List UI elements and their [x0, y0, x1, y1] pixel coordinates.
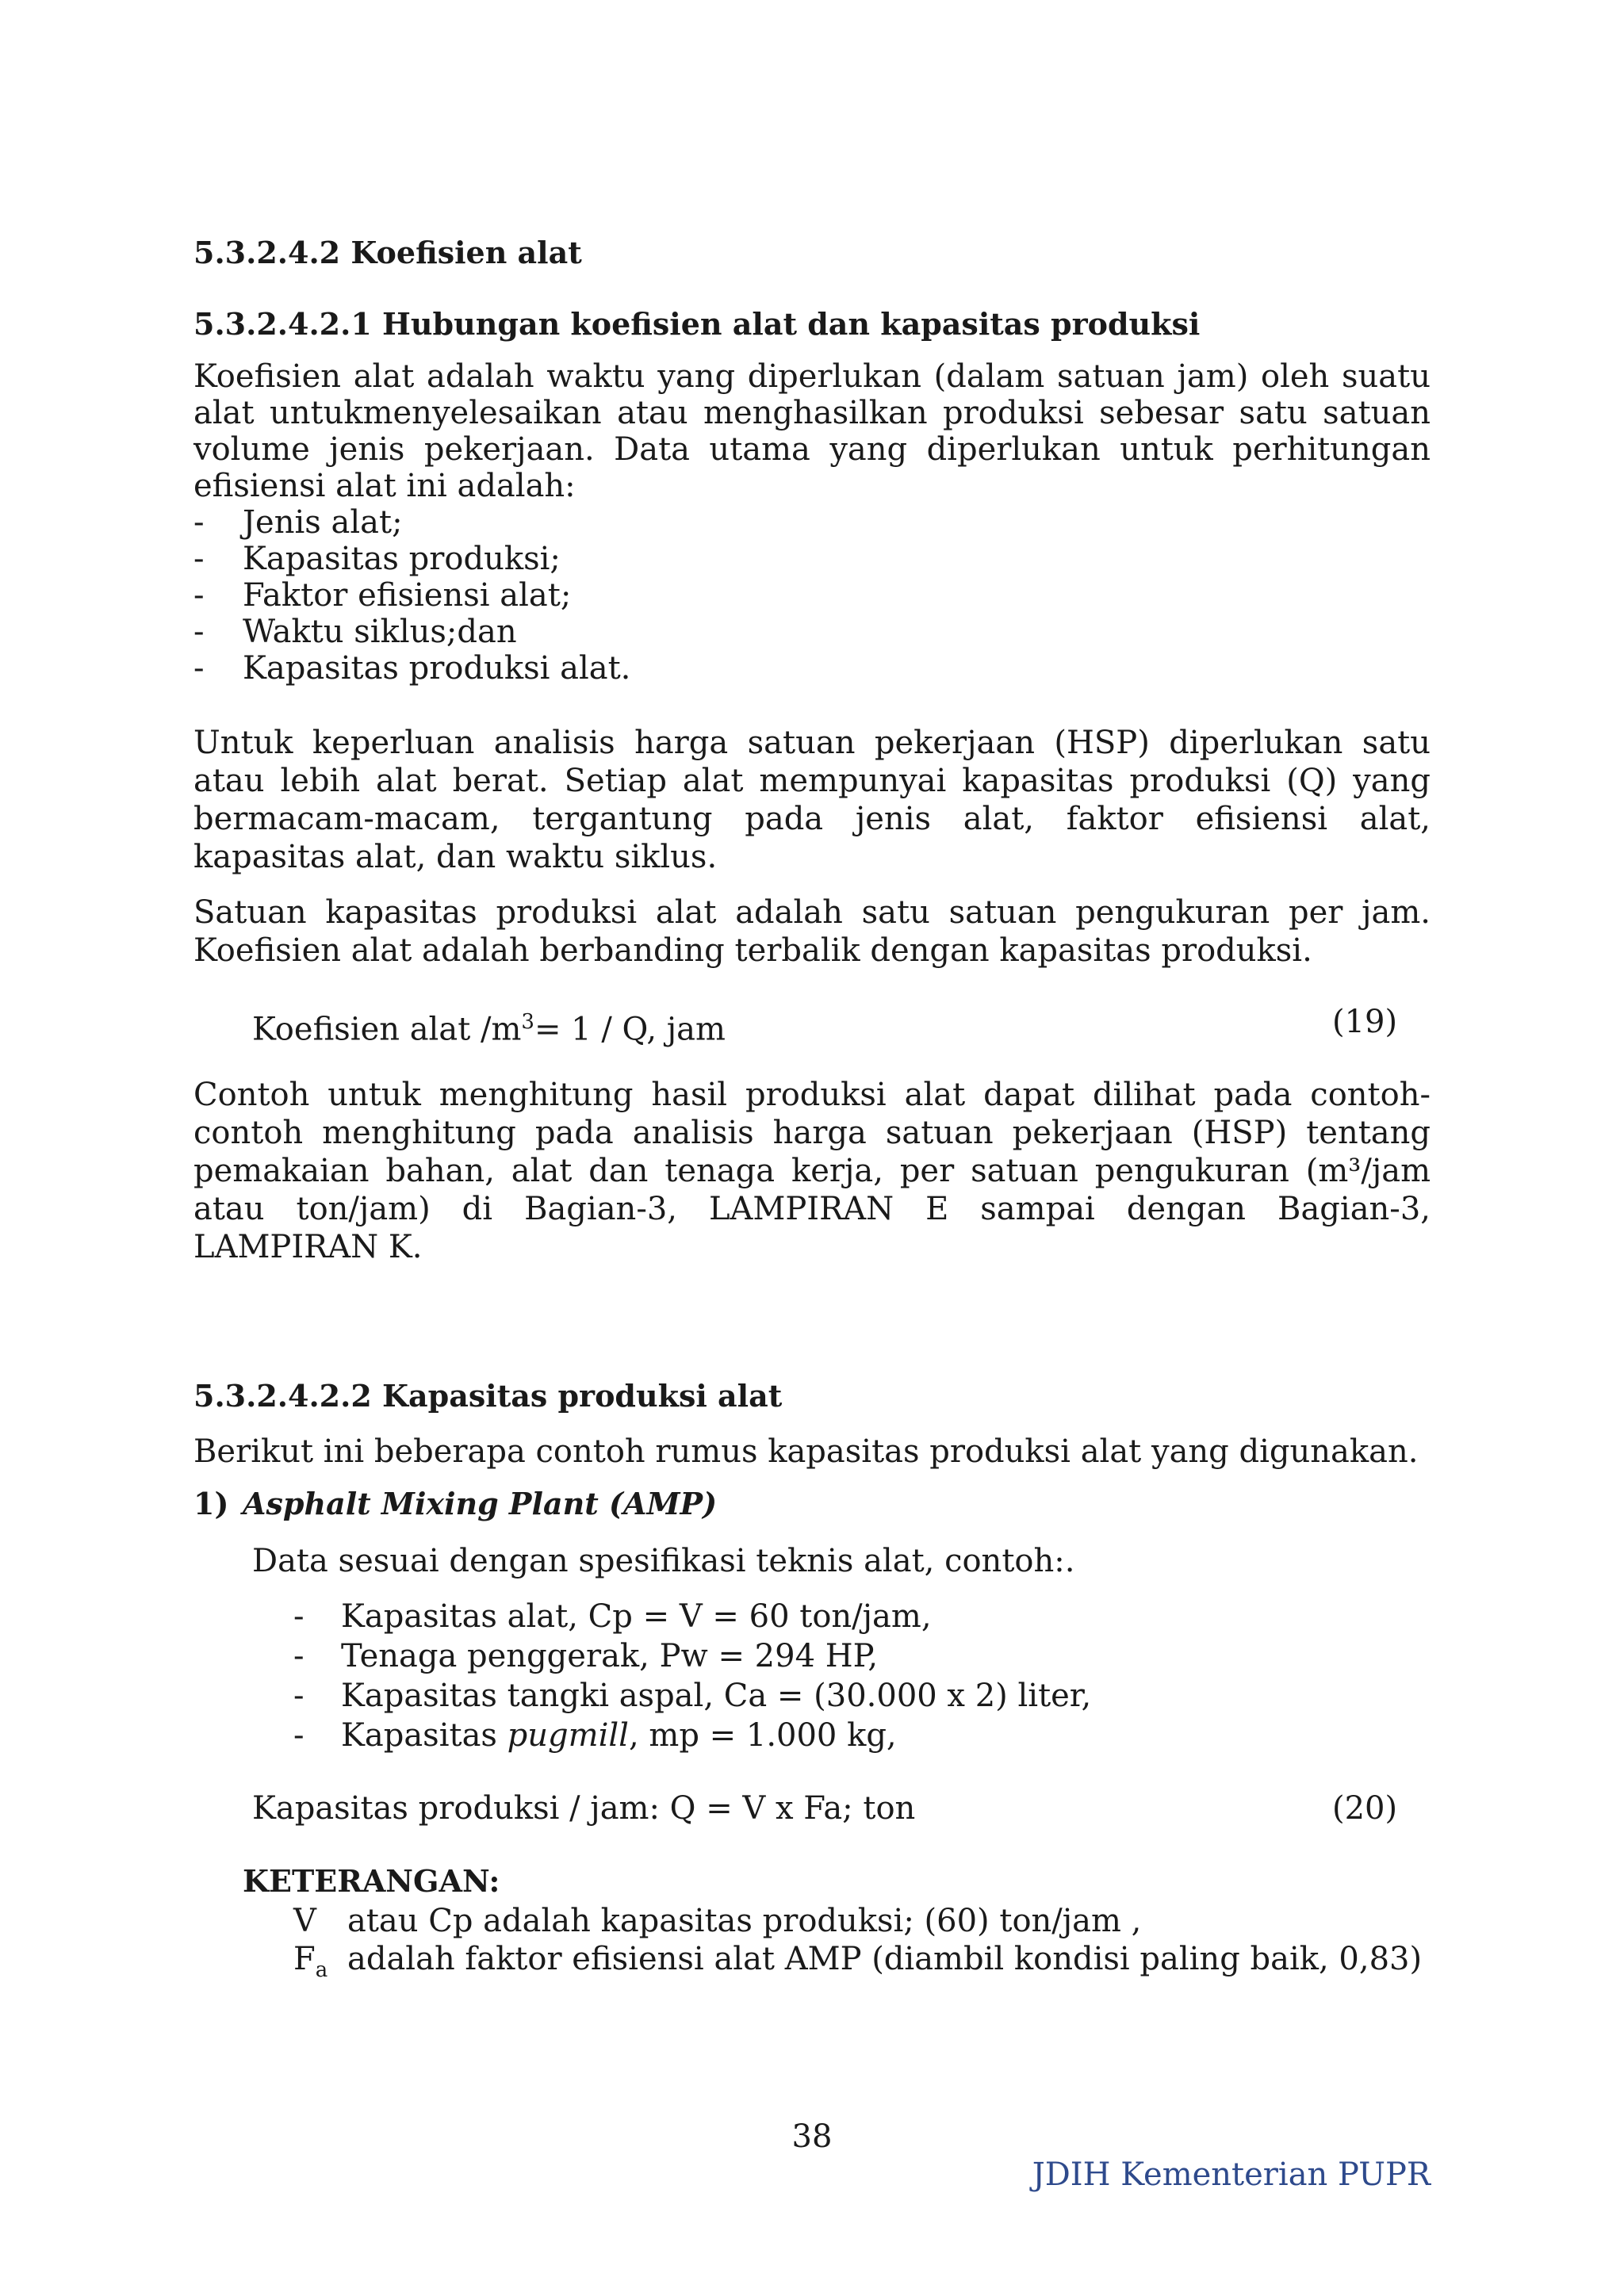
- list-item: Kapasitas produksi;: [243, 541, 561, 577]
- list-item-text: , mp = 1.000 kg,: [628, 1717, 897, 1754]
- list-item: [341, 1717, 897, 1754]
- footer-jdih: JDIH Kementerian PUPR: [1032, 2156, 1431, 2193]
- paragraph-line: volume jenis pekerjaan. Data utama yang diperlukan untuk perhitungan: [193, 431, 1431, 468]
- paragraph-line: LAMPIRAN K.: [193, 1229, 423, 1265]
- page-number: 38: [791, 2118, 833, 2155]
- keterangan-v-text: atau Cp adalah kapasitas produksi; (60) ton/jam ,: [347, 1903, 1142, 1939]
- list-bullet: -: [293, 1717, 304, 1754]
- spec-intro: Data sesuai dengan spesifikasi teknis alat, contoh:.: [252, 1543, 1075, 1579]
- paragraph-line: atau ton/jam) di Bagian-3, LAMPIRAN E sampai dengan Bagian-3,: [193, 1191, 1431, 1227]
- equation-20: Kapasitas produksi / jam: Q = V x Fa; ton: [252, 1790, 916, 1827]
- list-bullet: -: [193, 541, 205, 577]
- item-title: Asphalt Mixing Plant (AMP): [243, 1486, 718, 1521]
- item-number: 1): [193, 1486, 229, 1521]
- keterangan-f-text: adalah faktor efisiensi alat AMP (diambil kondisi paling baik, 0,83): [347, 1941, 1423, 1977]
- list-item: Kapasitas alat, Cp = V = 60 ton/jam,: [341, 1598, 932, 1635]
- paragraph-5: Berikut ini beberapa contoh rumus kapasitas produksi alat yang digunakan.: [193, 1433, 1419, 1470]
- paragraph-line: Contoh untuk menghitung hasil produksi alat dapat dilihat pada contoh-: [193, 1077, 1431, 1113]
- equation-superscript: 3: [521, 1010, 534, 1034]
- equation-19-number: (19): [1332, 1004, 1398, 1040]
- symbol: F: [293, 1941, 316, 1977]
- paragraph-line: Koefisien alat adalah waktu yang diperlukan (dalam satuan jam) oleh suatu: [193, 358, 1431, 395]
- paragraph-line: efisiensi alat ini adalah:: [193, 468, 576, 504]
- list-item: Waktu siklus;dan: [243, 614, 517, 650]
- list-bullet: -: [193, 504, 205, 541]
- paragraph-line: atau lebih alat berat. Setiap alat mempunyai kapasitas produksi (Q) yang: [193, 763, 1431, 799]
- list-item-italic: pugmill: [507, 1717, 629, 1754]
- heading-hubungan-koefisien: 5.3.2.4.2.1 Hubungan koefisien alat dan kapasitas produksi: [193, 306, 1201, 342]
- list-bullet: -: [293, 1678, 304, 1714]
- equation-20-number: (20): [1332, 1790, 1398, 1827]
- paragraph-line: Satuan kapasitas produksi alat adalah satu satuan pengukuran per jam.: [193, 894, 1431, 931]
- list-bullet: -: [193, 650, 205, 687]
- keterangan-f-symbol: [293, 1941, 327, 1988]
- list-bullet: -: [193, 577, 205, 614]
- list-bullet: -: [293, 1598, 304, 1635]
- list-bullet: -: [193, 614, 205, 650]
- heading-koefisien-alat: 5.3.2.4.2 Koefisien alat: [193, 235, 582, 270]
- list-item: Kapasitas tangki aspal, Ca = (30.000 x 2) liter,: [341, 1678, 1092, 1714]
- paragraph-line: bermacam-macam, tergantung pada jenis alat, faktor efisiensi alat,: [193, 801, 1431, 837]
- keterangan-title: KETERANGAN:: [243, 1863, 500, 1899]
- paragraph-line: pemakaian bahan, alat dan tenaga kerja, per satuan pengukuran (m³/jam: [193, 1153, 1431, 1189]
- list-bullet: -: [293, 1638, 304, 1674]
- symbol-subscript: a: [315, 1958, 328, 1982]
- paragraph-line: Untuk keperluan analisis harga satuan pekerjaan (HSP) diperlukan satu: [193, 725, 1431, 761]
- heading-kapasitas-produksi: 5.3.2.4.2.2 Kapasitas produksi alat: [193, 1378, 783, 1414]
- list-item: Jenis alat;: [243, 504, 403, 541]
- list-item: Faktor efisiensi alat;: [243, 577, 572, 614]
- equation-text: Koefisien alat /m: [252, 1011, 522, 1048]
- list-item: Kapasitas produksi alat.: [243, 650, 631, 687]
- keterangan-v-symbol: V: [293, 1903, 316, 1939]
- paragraph-line: alat untukmenyelesaikan atau menghasilkan produksi sebesar satu satuan: [193, 395, 1431, 431]
- paragraph-line: Koefisien alat adalah berbanding terbalik dengan kapasitas produksi.: [193, 932, 1312, 969]
- list-item-text: Kapasitas: [341, 1717, 508, 1754]
- paragraph-line: kapasitas alat, dan waktu siklus.: [193, 839, 718, 875]
- paragraph-line: contoh menghitung pada analisis harga satuan pekerjaan (HSP) tentang: [193, 1115, 1431, 1151]
- list-item: Tenaga penggerak, Pw = 294 HP,: [341, 1638, 879, 1674]
- equation-text: = 1 / Q, jam: [534, 1011, 726, 1048]
- equation-19: [252, 1004, 726, 1047]
